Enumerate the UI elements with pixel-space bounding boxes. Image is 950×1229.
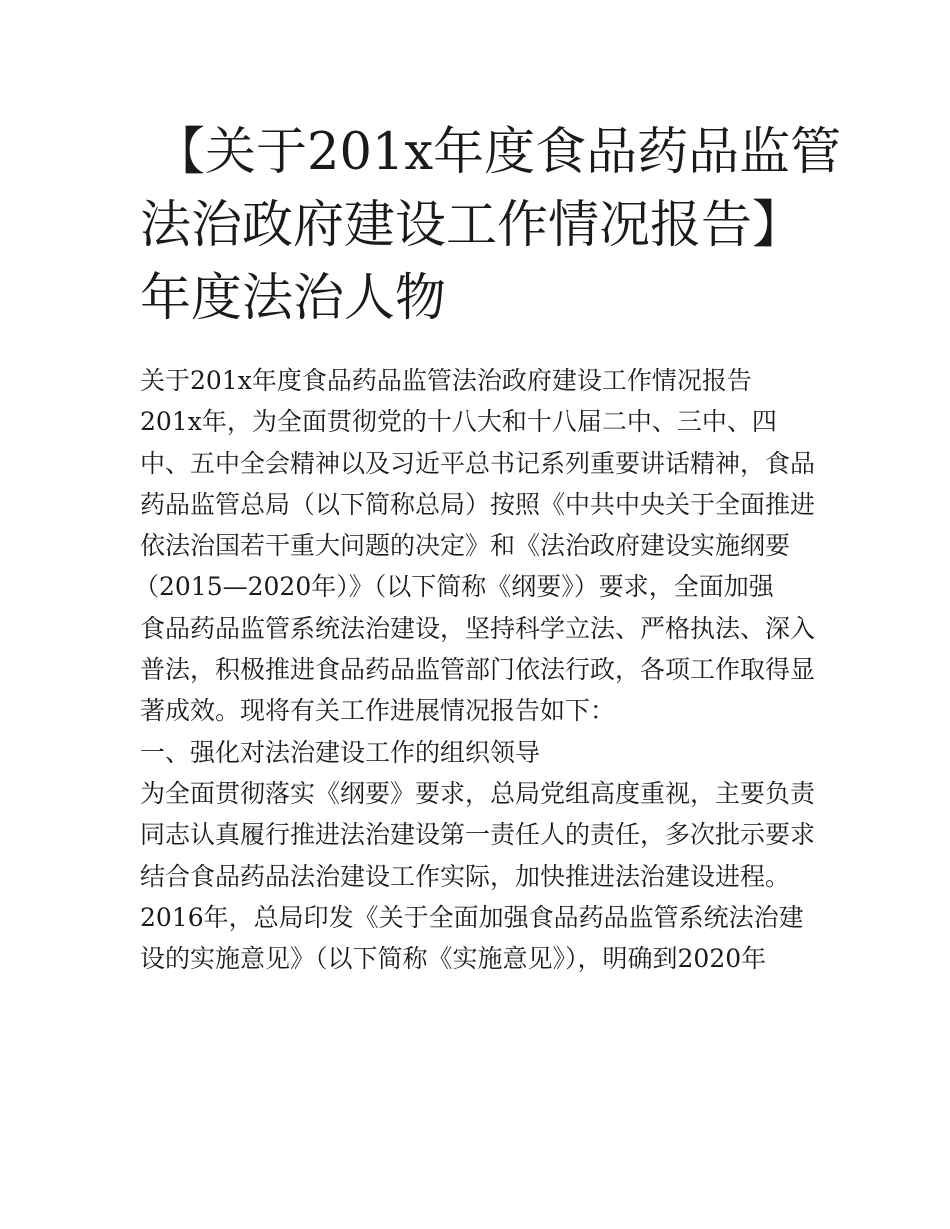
paragraph-line: 依法治国若干重大问题的决定》和《法治政府建设实施纲要 — [140, 531, 791, 561]
paragraph-line: 中、五中全会精神以及习近平总书记系列重要讲话精神，食品 — [140, 448, 816, 478]
paragraph-line: 药品监管总局（以下简称总局）按照《中共中央关于全面推进 — [140, 489, 816, 519]
title-line-1: 【关于201x年度食品药品监管 — [154, 123, 842, 182]
paragraph-line: 普法，积极推进食品药品监管部门依法行政，各项工作取得显 — [140, 655, 816, 685]
paragraph-line: 2016年，总局印发《关于全面加强食品药品监管系统法治建 — [140, 902, 804, 932]
body-heading: 关于201x年度食品药品监管法治政府建设工作情况报告 — [140, 366, 752, 395]
paragraph-line: 著成效。现将有关工作进展情况报告如下： — [140, 696, 616, 726]
paragraph-line: （2015—2020年）》（以下简称《纲要》）要求，全面加强 — [134, 572, 774, 602]
paragraph-line: 食品药品监管系统法治建设，坚持科学立法、严格执法、深入 — [140, 613, 816, 643]
paragraph-line: 201x年，为全面贯彻党的十八大和十八届二中、三中、四 — [140, 407, 777, 437]
title-line-3: 年度法治人物 — [140, 269, 447, 328]
paragraph-line: 结合食品药品法治建设工作实际，加快推进法治建设进程。 — [140, 861, 791, 891]
paragraph-line: 设的实施意见》（以下简称《实施意见》），明确到2020年 — [140, 944, 767, 974]
paragraph-line: 为全面贯彻落实《纲要》要求，总局党组高度重视，主要负责 — [140, 778, 816, 808]
paragraph-line: 同志认真履行推进法治建设第一责任人的责任，多次批示要求 — [140, 820, 816, 850]
document-body — [134, 360, 820, 979]
section-heading: 一、强化对法治建设工作的组织领导 — [140, 737, 541, 767]
document-title — [140, 116, 842, 335]
title-line-2: 法治政府建设工作情况报告】 — [140, 196, 804, 255]
